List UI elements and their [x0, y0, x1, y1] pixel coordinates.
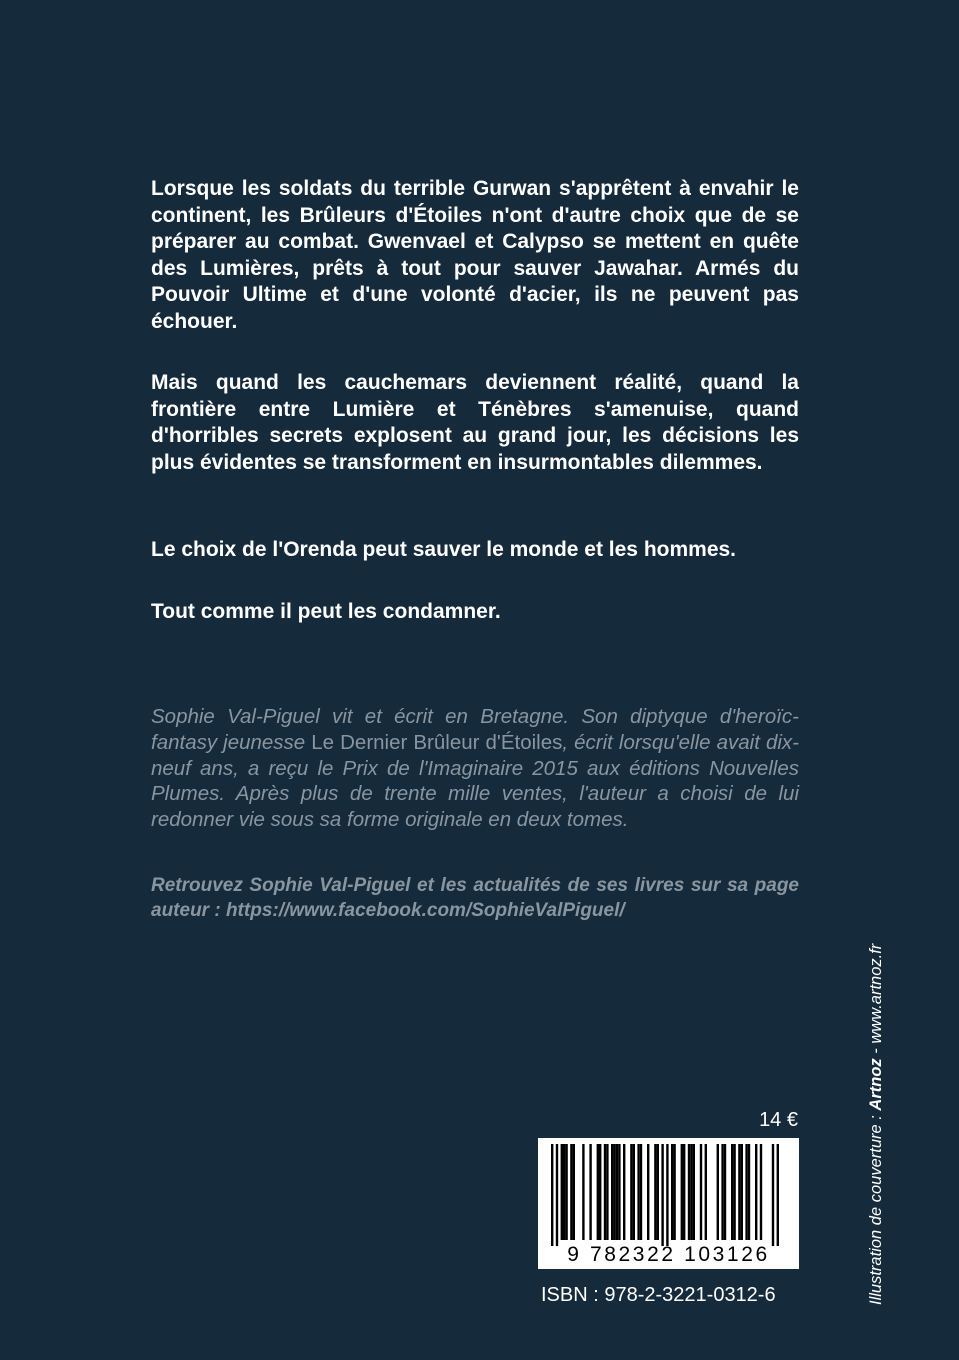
isbn: ISBN : 978-2-3221-0312-6 — [541, 1284, 776, 1306]
barcode-bar — [616, 1144, 618, 1240]
barcode — [538, 1138, 799, 1269]
barcode-bar — [633, 1144, 635, 1240]
barcode-bar — [604, 1144, 606, 1240]
price: 14 € — [759, 1109, 798, 1131]
barcode-bar — [693, 1144, 695, 1240]
barcode-bar — [573, 1144, 575, 1240]
barcode-bar — [556, 1144, 558, 1246]
barcode-bar — [745, 1144, 747, 1240]
barcode-bar — [661, 1144, 663, 1246]
barcode-bar — [700, 1144, 702, 1240]
credit-website: www.artnoz.fr — [867, 943, 885, 1044]
barcode-bar — [657, 1144, 659, 1240]
barcode-bar — [618, 1144, 620, 1240]
barcode-bar — [570, 1144, 572, 1240]
blurb-paragraph-1: Lorsque les soldats du terrible Gurwan s'apprêtent à envahir le continent, les Brûleurs d'Étoiles n'ont d'autre choix que de se préparer au combat. Gwenvael et Calypso se mettent en quête des Lumières, prêts à tout pour sauver Jawahar. Armés du Pouvoir Ultime et d'une volonté d'acier, ils ne peuvent pas échouer. — [151, 177, 799, 333]
barcode-bar — [599, 1144, 601, 1240]
barcode-bar — [705, 1144, 707, 1240]
barcode-bar — [717, 1144, 719, 1240]
barcode-bar — [654, 1144, 656, 1240]
barcode-bar — [582, 1144, 584, 1240]
barcode-bar — [724, 1144, 726, 1240]
barcode-bar — [640, 1144, 642, 1240]
blurb-paragraph-3: Le choix de l'Orenda peut sauver le monde et les hommes. — [151, 538, 737, 561]
barcode-bar — [748, 1144, 750, 1240]
barcode-bar — [637, 1144, 639, 1240]
barcode-bar — [671, 1144, 673, 1240]
barcode-bar — [738, 1144, 740, 1240]
barcode-bar — [731, 1144, 733, 1240]
barcode-bar — [673, 1144, 675, 1240]
author-bio-end: , écrit lorsqu'elle avait dix-neuf ans, a reçu le Prix de l'Imaginaire 2015 aux éditions Nouvelles Plumes. Après plus de trente mille ventes, l'auteur a choisi de lui redonner vie sous sa forme originale en deux tomes. — [151, 730, 799, 832]
barcode-bar — [755, 1144, 757, 1240]
credit-artist: Artnoz — [867, 1058, 885, 1111]
barcode-bar — [741, 1144, 743, 1240]
barcode-bar — [563, 1144, 565, 1240]
barcode-bar — [733, 1144, 735, 1240]
blurb-paragraph-2: Mais quand les cauchemars deviennent réalité, quand la frontière entre Lumière et Ténèbres s'amenuise, quand d'horribles secrets explosent au grand jour, les décisions les plus évidentes se transforment en insurmontables dilemmes. — [151, 371, 799, 474]
barcode-bar — [551, 1144, 553, 1246]
author-bio — [151, 704, 799, 833]
author-bio-start: Sophie Val-Piguel vit et écrit en Bretagne. Son diptyque d'heroïc-fantasy jeunesse — [151, 705, 799, 754]
blurb-paragraph-4: Tout comme il peut les condamner. — [151, 600, 501, 623]
barcode-bar — [613, 1144, 615, 1240]
barcode-bar — [630, 1144, 632, 1240]
barcode-bar — [760, 1144, 762, 1240]
author-facebook-link[interactable]: Retrouvez Sophie Val-Piguel et les actualités de ses livres sur sa page auteur : https://www.facebook.com/SophieValPiguel/ — [151, 875, 799, 921]
barcode-bar — [688, 1144, 690, 1240]
barcode-bar — [589, 1144, 591, 1240]
barcode-bar — [666, 1144, 668, 1246]
barcode-bar — [721, 1144, 723, 1240]
barcode-bar — [597, 1144, 599, 1240]
cover-illustration-credit — [867, 944, 886, 1305]
barcode-bar — [647, 1144, 649, 1240]
barcode-bar — [690, 1144, 692, 1240]
barcode-bar — [623, 1144, 625, 1240]
barcode-bar — [772, 1144, 774, 1246]
credit-label: Illustration de couverture : — [867, 1110, 885, 1305]
barcode-bar — [611, 1144, 613, 1240]
barcode-bar — [561, 1144, 563, 1240]
barcode-bar — [565, 1144, 567, 1240]
barcode-bar — [681, 1144, 683, 1240]
credit-separator: - — [867, 1043, 885, 1059]
book-series-title: Le Dernier Brûleur d'Étoiles — [311, 730, 563, 754]
barcode-digits: 9 782322 103126 — [567, 1243, 770, 1266]
barcode-bar — [606, 1144, 608, 1240]
barcode-bar — [777, 1144, 779, 1246]
barcode-bar — [683, 1144, 685, 1240]
